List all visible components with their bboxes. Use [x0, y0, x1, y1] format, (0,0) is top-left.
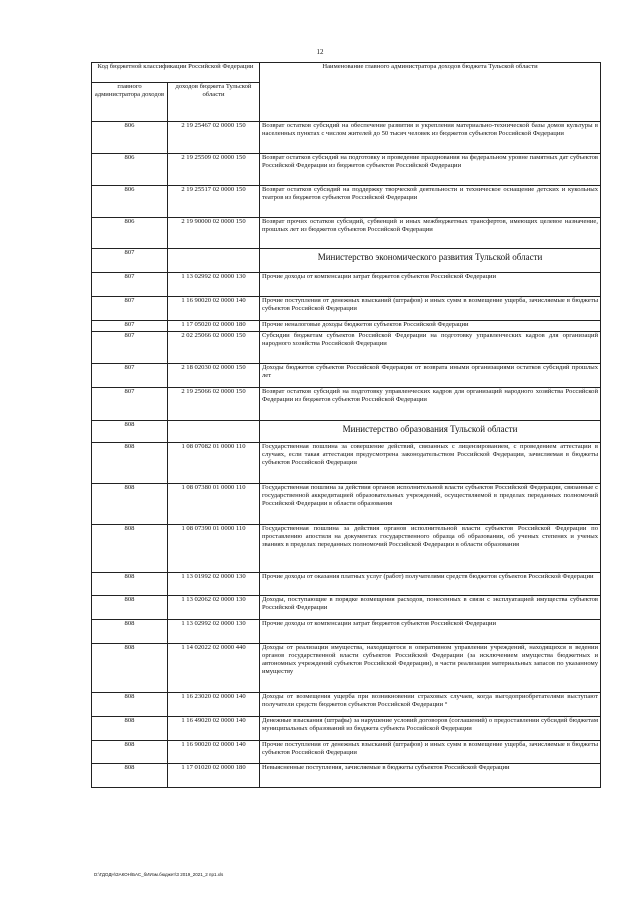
administrator-code-cell: 807 — [92, 321, 168, 332]
table-row — [92, 321, 601, 332]
description-cell: Доходы от возмещения ущерба при возникновении страховых случаев, когда выгодоприобретателями выступают получатели средств бюджетов субъектов Российской Федерации ° — [260, 693, 601, 717]
revenue-code-cell: 1 08 07082 01 0000 110 — [168, 443, 260, 484]
table-row — [92, 154, 601, 186]
revenue-code-cell: 1 16 90020 02 0000 140 — [168, 297, 260, 321]
description-cell: Доходы от реализации имущества, находящегося в оперативном управлении учреждений, находящихся в ведении органов государственной власти субъектов Российской Федерации (за исключением имущества бюджетных и автономных учреждений субъектов Российской Федерации), в части реализации материальных запасов по указанному имуществу — [260, 644, 601, 693]
table-row — [92, 364, 601, 388]
revenue-code-cell: 1 08 07390 01 0000 110 — [168, 525, 260, 573]
table-row — [92, 443, 601, 484]
revenue-code-cell — [168, 249, 260, 273]
administrator-code-cell: 806 — [92, 154, 168, 186]
revenue-code-cell: 1 08 07380 01 0000 110 — [168, 484, 260, 525]
table-row — [92, 388, 601, 421]
revenue-code-cell: 1 13 02992 02 0000 130 — [168, 620, 260, 644]
description-cell: Доходы, поступающие в порядке возмещения расходов, понесенных в связи с эксплуатацией имущества субъектов Российской Федерации — [260, 596, 601, 620]
table-row — [92, 525, 601, 573]
administrator-code-cell: 808 — [92, 741, 168, 764]
revenue-code-cell: 1 13 02062 02 0000 130 — [168, 596, 260, 620]
administrator-code-cell: 808 — [92, 573, 168, 596]
description-cell: Возврат остатков субсидий на обеспечение развития и укрепления материально-технической базы домов культуры в населенных пунктах с числом жителей до 50 тысяч человек из бюджетов субъектов Российской Федерации — [260, 122, 601, 154]
administrator-code-cell: 808 — [92, 620, 168, 644]
table-row — [92, 273, 601, 297]
administrator-code-cell: 808 — [92, 717, 168, 741]
revenue-code-cell: 2 02 25066 02 0000 150 — [168, 332, 260, 364]
description-cell: Прочие поступления от денежных взысканий (штрафов) и иных сумм в возмещение ущерба, зачисляемые в бюджеты субъектов Российской Федерации — [260, 297, 601, 321]
revenue-code-cell: 1 17 01020 02 0000 180 — [168, 764, 260, 788]
ministry-row — [92, 421, 601, 443]
administrator-code-cell: 806 — [92, 122, 168, 154]
description-cell: Возврат остатков субсидий на поддержку творческой деятельности и техническое оснащение детских и кукольных театров из бюджетов субъектов Российской Федерации — [260, 186, 601, 218]
revenue-code-cell: 1 13 01992 02 0000 130 — [168, 573, 260, 596]
table-row — [92, 764, 601, 788]
description-cell: Государственная пошлина за действия органов исполнительной власти субъектов Российской Федерации по проставлению апостиля на документах государственного образца об образовании, об ученых степенях и ученых званиях в пределах переданных полномочий Российской Федерации в области образования — [260, 525, 601, 573]
description-cell: Министерство образования Тульской области — [260, 421, 601, 443]
description-cell: Прочие доходы от компенсации затрат бюджетов субъектов Российской Федерации — [260, 620, 601, 644]
page-number: 12 — [316, 48, 324, 56]
table-row — [92, 332, 601, 364]
revenue-code-cell: 2 19 25467 02 0000 150 — [168, 122, 260, 154]
revenue-code-cell: 2 19 25517 02 0000 150 — [168, 186, 260, 218]
description-cell: Государственная пошлина за действия органов исполнительной власти субъектов Российской Федерации, связанные с государственной аккредитацией образовательных учреждений, осуществляемой в пределах переданных полномочий Российской Федерации в области образования — [260, 484, 601, 525]
table-row — [92, 297, 601, 321]
table-row — [92, 573, 601, 596]
table-row — [92, 693, 601, 717]
description-cell: Субсидии бюджетам субъектов Российской Федерации на подготовку управленческих кадров для организаций народного хозяйства Российской Федерации — [260, 332, 601, 364]
description-cell: Возврат прочих остатков субсидий, субвенций и иных межбюджетных трансфертов, имеющих целевое назначение, прошлых лет из бюджетов субъектов Российской Федерации — [260, 218, 601, 249]
administrator-code-cell: 807 — [92, 297, 168, 321]
administrator-code-cell: 807 — [92, 249, 168, 273]
description-cell: Прочие доходы от оказания платных услуг (работ) получателями средств бюджетов субъектов Российской Федерации — [260, 573, 601, 596]
revenue-code-cell: 1 16 90020 02 0000 140 — [168, 741, 260, 764]
description-cell: Доходы бюджетов субъектов Российской Федерации от возврата иными организациями остатков субсидий прошлых лет — [260, 364, 601, 388]
table-row — [92, 186, 601, 218]
description-cell: Денежные взыскания (штрафы) за нарушение условий договоров (соглашений) о предоставлении субсидий бюджетам муниципальных образований из бюджета субъекта Российской Федерации — [260, 717, 601, 741]
administrator-code-cell: 807 — [92, 273, 168, 297]
revenue-code-cell: 1 16 23020 02 0000 140 — [168, 693, 260, 717]
revenue-code-cell: 1 14 02022 02 0000 440 — [168, 644, 260, 693]
revenue-code-cell: 1 13 02992 02 0000 130 — [168, 273, 260, 297]
table-row — [92, 484, 601, 525]
description-cell: Прочие доходы от компенсации затрат бюджетов субъектов Российской Федерации — [260, 273, 601, 297]
administrator-code-cell: 807 — [92, 364, 168, 388]
table-row — [92, 717, 601, 741]
description-cell: Прочие неналоговые доходы бюджетов субъектов Российской Федерации — [260, 321, 601, 332]
administrator-code-cell: 807 — [92, 332, 168, 364]
table-row — [92, 741, 601, 764]
table-row — [92, 620, 601, 644]
administrator-code-cell: 808 — [92, 693, 168, 717]
header-classification-code: Код бюджетной классификации Российской Федерации — [92, 63, 260, 83]
description-cell: Невыясненные поступления, зачисляемые в бюджеты субъектов Российской Федерации — [260, 764, 601, 788]
administrator-code-cell: 808 — [92, 484, 168, 525]
revenue-code-cell: 2 18 02030 02 0000 150 — [168, 364, 260, 388]
header-administrator-name: Наименование главного администратора доходов бюджета Тульской области — [260, 63, 601, 122]
administrator-code-cell: 808 — [92, 596, 168, 620]
administrator-code-cell: 806 — [92, 218, 168, 249]
table-row — [92, 644, 601, 693]
administrator-code-cell: 808 — [92, 764, 168, 788]
table-body — [92, 122, 601, 788]
revenue-code-cell — [168, 421, 260, 443]
header-main-administrator: главного администратора доходов — [92, 83, 168, 122]
administrator-code-cell: 808 — [92, 421, 168, 443]
table-row — [92, 596, 601, 620]
ministry-row — [92, 249, 601, 273]
administrator-code-cell: 808 — [92, 443, 168, 484]
description-cell: Возврат остатков субсидий на подготовку управленческих кадров для организаций народного хозяйства Российской Федерации из бюджетов субъектов Российской Федерации — [260, 388, 601, 421]
header-budget-revenue: доходов бюджета Тульской области — [168, 83, 260, 122]
administrator-code-cell: 808 — [92, 525, 168, 573]
file-path-footer: D:\ГДОДН\ЗАКОН\БАС_бИИзм.бюджет\З 2019_2021_2 пр1.xls — [94, 872, 224, 877]
description-cell: Государственная пошлина за совершение действий, связанных с лицензированием, с проведением аттестации в случаях, если такая аттестация предусмотрена законодательством Российской Федерации, зачисляемая в бюджеты субъектов Российской Федерации — [260, 443, 601, 484]
table-row — [92, 218, 601, 249]
revenue-code-cell: 1 16 49020 02 0000 140 — [168, 717, 260, 741]
administrator-code-cell: 806 — [92, 186, 168, 218]
revenue-code-cell: 1 17 05020 02 0000 180 — [168, 321, 260, 332]
description-cell: Министерство экономического развития Тульской области — [260, 249, 601, 273]
revenue-code-cell: 2 19 25509 02 0000 150 — [168, 154, 260, 186]
administrator-code-cell: 807 — [92, 388, 168, 421]
description-cell: Возврат остатков субсидий на подготовку и проведение празднования на федеральном уровне памятных дат субъектов Российской Федерации из бюджетов субъектов Российской Федерации — [260, 154, 601, 186]
administrator-code-cell: 808 — [92, 644, 168, 693]
revenue-code-cell: 2 19 90000 02 0000 150 — [168, 218, 260, 249]
description-cell: Прочие поступления от денежных взысканий (штрафов) и иных сумм в возмещение ущерба, зачисляемые в бюджеты субъектов Российской Федерации — [260, 741, 601, 764]
revenue-code-cell: 2 19 25066 02 0000 150 — [168, 388, 260, 421]
table-row — [92, 122, 601, 154]
revenue-classification-table — [91, 62, 601, 788]
